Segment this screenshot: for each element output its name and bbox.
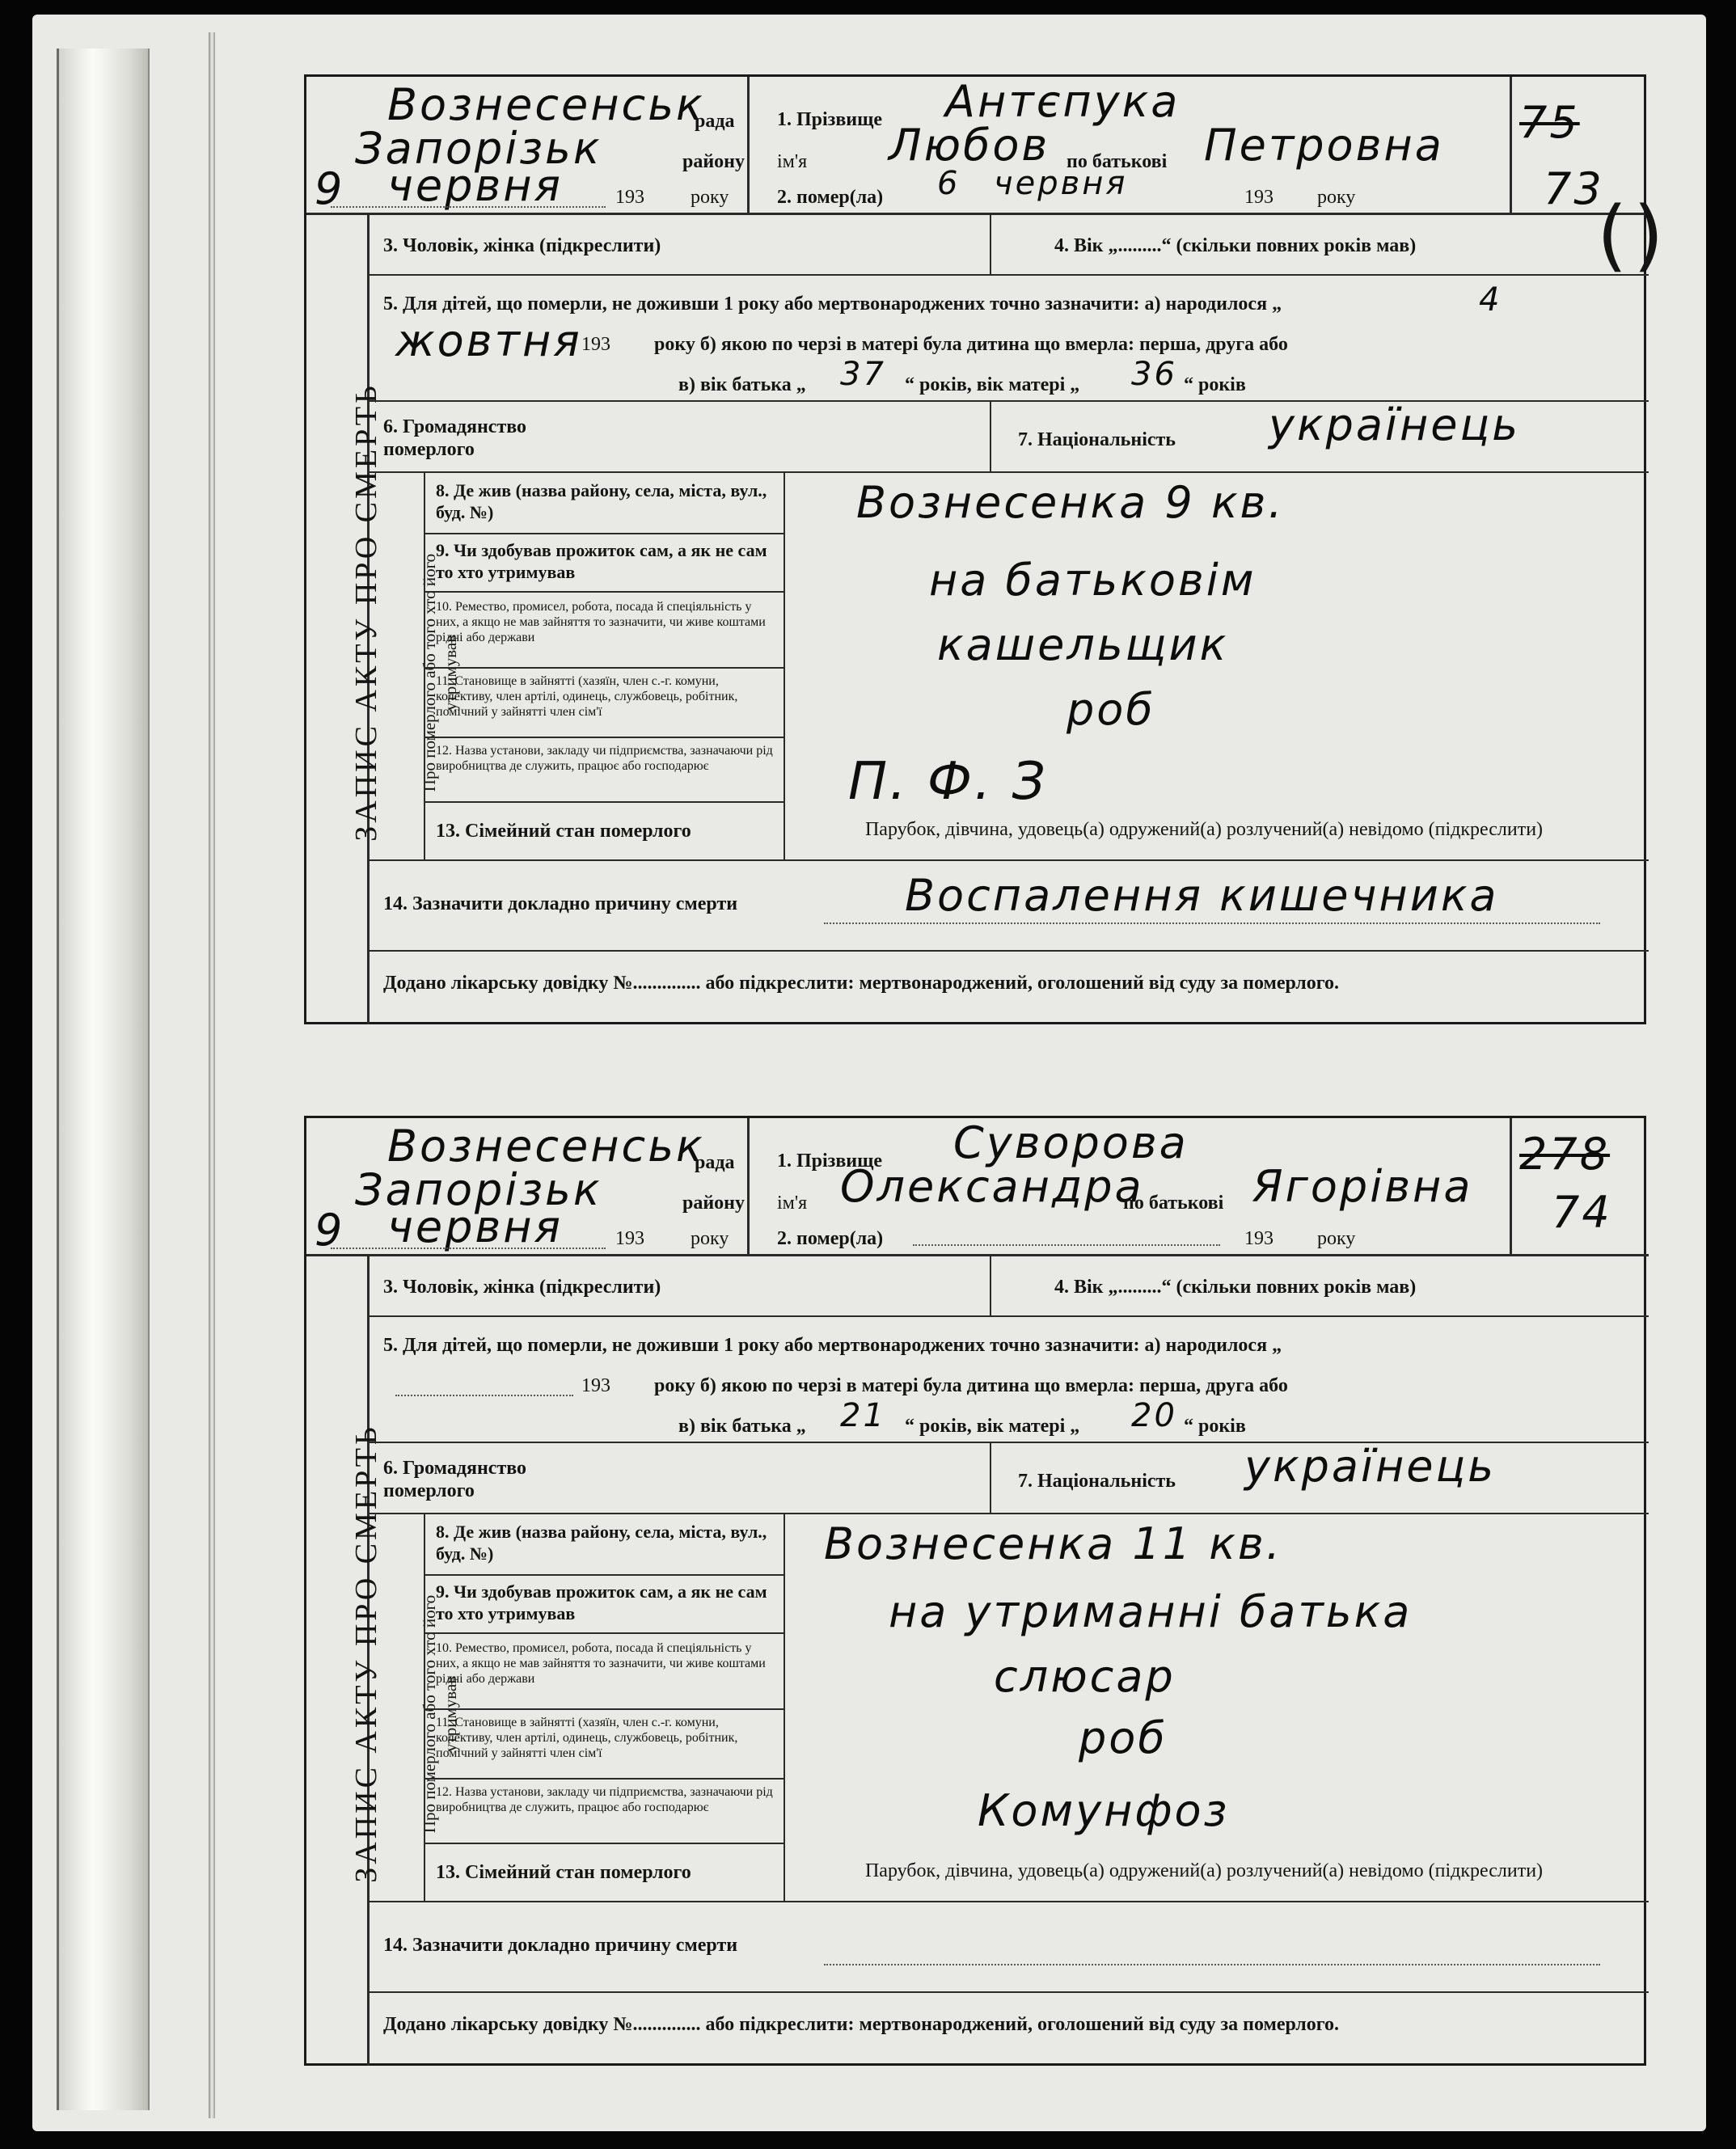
hw-residence: Вознесенка 9 кв. [856,477,1285,528]
rayon-label: району [682,151,746,172]
hw-date-month: червня [387,1201,564,1252]
hw-status: роб [1067,684,1155,735]
year-prefix: 193 [615,187,644,208]
field5-father: в) вік батька „ [678,374,806,395]
hw-father-age: 21 [840,1397,886,1434]
hw-status: роб [1079,1712,1168,1763]
year-suffix: року [691,1228,729,1249]
hw-patronymic: Петровна [1204,120,1444,171]
side-subtitle: Про померлого або того хто його утримував [420,553,460,792]
field1-label: 1. Прізвище [777,109,883,130]
field7-label: 7. Національність [1018,1471,1176,1492]
field13-label: 13. Сімейний стан померлого [436,821,691,842]
field13-options: Парубок, дівчина, удовець(а) одружений(а) розлучений(а) невідомо (підкреслити) [864,1860,1544,1881]
field5-years: “ років, вік матері „ [905,374,1080,395]
field8-label: 8. Де жив (назва району, села, міста, вул., буд. №) [436,1522,767,1564]
hw-surname: Суворова [953,1117,1189,1168]
hw-residence: Вознесенка 11 кв. [824,1518,1282,1569]
field2-label: 2. помер(ла) [777,1228,884,1249]
field13-options: Парубок, дівчина, удовець(а) одружений(а) розлучений(а) невідомо (підкреслити) [864,819,1544,840]
field13-label: 13. Сімейний стан померлого [436,1862,691,1883]
bracket-mark: ( [1597,190,1628,281]
hw-mother-age: 20 [1131,1397,1177,1434]
name-label: ім'я [777,151,808,172]
field5-line1: 5. Для дітей, що померли, не доживши 1 року або мертвонароджених точно зазначити: а) народилося „ [383,1335,1282,1356]
hw-name: Олександра [840,1161,1144,1212]
death-record-form-2 [304,1116,1646,2066]
field5-year: 193 [581,334,610,355]
hw-rayon: Запорізьк [355,1164,602,1215]
hw-died-day: 6 [937,165,961,202]
hw-nationality: українець [1244,1441,1497,1492]
hw-record-no-old: 75 [1519,97,1580,148]
side-title: ЗАПИС АКТУ ПРО СМЕРТЬ [349,382,383,842]
footer-note: Додано лікарську довідку №.............. або підкреслити: мертвонароджений, оголошений від суду за померлого. [383,2014,1340,2035]
died-year-suffix: року [1317,187,1356,208]
hw-rada: Вознесенськ [387,79,705,130]
hw-institution: Комунфоз [978,1785,1230,1836]
hw-record-no: 73 [1544,163,1604,214]
field5-years: “ років, вік матері „ [905,1416,1080,1437]
rada-label: рада [695,1152,735,1173]
field12-label: 12. Назва установи, закладу чи підприємства, зазначаючи рід виробництва де служить, працює або господарює [436,744,773,773]
hw-born-day: 4 [1479,281,1502,319]
hw-date-month: червня [387,160,564,211]
bracket-mark-2: ) [1633,190,1664,281]
field3-label: 3. Чоловік, жінка (підкреслити) [383,1277,661,1298]
year-suffix: року [691,187,729,208]
hw-died-month: червня [994,165,1128,202]
binding-edge [209,32,215,2118]
hw-patronymic: Ягорівна [1252,1161,1473,1212]
binding-spine [57,49,150,2110]
rada-label: рада [695,111,735,132]
rayon-label: району [682,1193,746,1214]
footer-note: Додано лікарську довідку №.............. або підкреслити: мертвонароджений, оголошений від суду за померлого. [383,973,1340,994]
hw-date-day: 9 [315,1205,345,1256]
field6-label: 6. Громадянство померлого [383,1458,527,1501]
patronymic-label: по батькові [1067,151,1168,172]
hw-record-no: 74 [1552,1187,1612,1238]
field6-label: 6. Громадянство померлого [383,416,527,460]
hw-born-month: жовтня [395,315,582,366]
year-prefix: 193 [615,1228,644,1249]
name-label: ім'я [777,1193,808,1214]
field3-label: 3. Чоловік, жінка (підкреслити) [383,235,661,256]
hw-nationality: українець [1269,399,1521,450]
field5-line2: року б) якою по черзі в матері була дитина що вмерла: перша, друга або [654,1375,1288,1396]
field2-label: 2. помер(ла) [777,187,884,208]
field7-label: 7. Національність [1018,429,1176,450]
field5-father: в) вік батька „ [678,1416,806,1437]
field14-label: 14. Зазначити докладно причину смерти [383,1935,738,1956]
field5-line2: року б) якою по черзі в матері була дитина що вмерла: перша, друга або [654,334,1288,355]
hw-rayon: Запорізьк [355,123,602,174]
died-year-prefix: 193 [1244,187,1273,208]
field5-years-end: “ років [1184,374,1246,395]
hw-support: на утриманні батька [889,1586,1413,1637]
died-year-prefix: 193 [1244,1228,1273,1249]
field12-label: 12. Назва установи, закладу чи підприємства, зазначаючи рід виробництва де служить, працює або господарює [436,1785,773,1814]
died-year-suffix: року [1317,1228,1356,1249]
field4-label: 4. Вік „.........“ (скільки повних років мав) [1054,1277,1417,1298]
field10-label: 10. Ремество, промисел, робота, посада й спеціяльність у них, а якщо не мав зайняття то зазначити, чи живе коштами рідні або держави [436,1641,766,1686]
field11-label: 11. Становище в зайнятті (хазяїн, член с.-г. комуни, колективу, член артілі, одинець, службовець, робітник, помічний у зайнятті член сім'ї [436,674,738,719]
side-title: ЗАПИС АКТУ ПРО СМЕРТЬ [349,1424,383,1883]
death-record-form-1 [304,74,1646,1024]
field5-year: 193 [581,1375,610,1396]
hw-father-age: 37 [840,356,886,393]
hw-institution: П. Ф. З [848,752,1048,812]
field9-label: 9. Чи здобував прожиток сам, а як не сам то хто утримував [436,540,767,582]
patronymic-label: по батькові [1123,1193,1224,1214]
hw-record-no-old: 278 [1519,1129,1611,1180]
hw-rada: Вознесенськ [387,1121,705,1172]
field1-label: 1. Прізвище [777,1150,883,1172]
field11-label: 11. Становище в зайнятті (хазяїн, член с.-г. комуни, колективу, член артілі, одинець, службовець, робітник, помічний у зайнятті член сім'ї [436,1716,738,1760]
field14-label: 14. Зазначити докладно причину смерти [383,893,738,914]
hw-cause: Воспалення кишечника [905,870,1499,921]
hw-date-day: 9 [315,163,345,214]
field10-label: 10. Ремество, промисел, робота, посада й спеціяльність у них, а якщо не мав зайняття то зазначити, чи живе коштами рідні або держави [436,600,766,644]
hw-mother-age: 36 [1131,356,1177,393]
field9-label: 9. Чи здобував прожиток сам, а як не сам то хто утримував [436,1581,767,1623]
hw-support: на батьковім [929,555,1257,606]
field8-label: 8. Де жив (назва району, села, міста, вул., буд. №) [436,480,767,522]
hw-surname: Антєпука [945,76,1181,127]
hw-occupation: слюсар [994,1651,1176,1702]
side-subtitle: Про померлого або того хто його утримував [420,1594,460,1834]
hw-name: Любов [889,120,1050,171]
hw-occupation: кашельщик [937,619,1229,670]
field4-label: 4. Вік „.........“ (скільки повних років мав) [1054,235,1417,256]
field5-line1: 5. Для дітей, що померли, не доживши 1 року або мертвонароджених точно зазначити: а) народилося „ [383,293,1282,315]
field5-years-end: “ років [1184,1416,1246,1437]
